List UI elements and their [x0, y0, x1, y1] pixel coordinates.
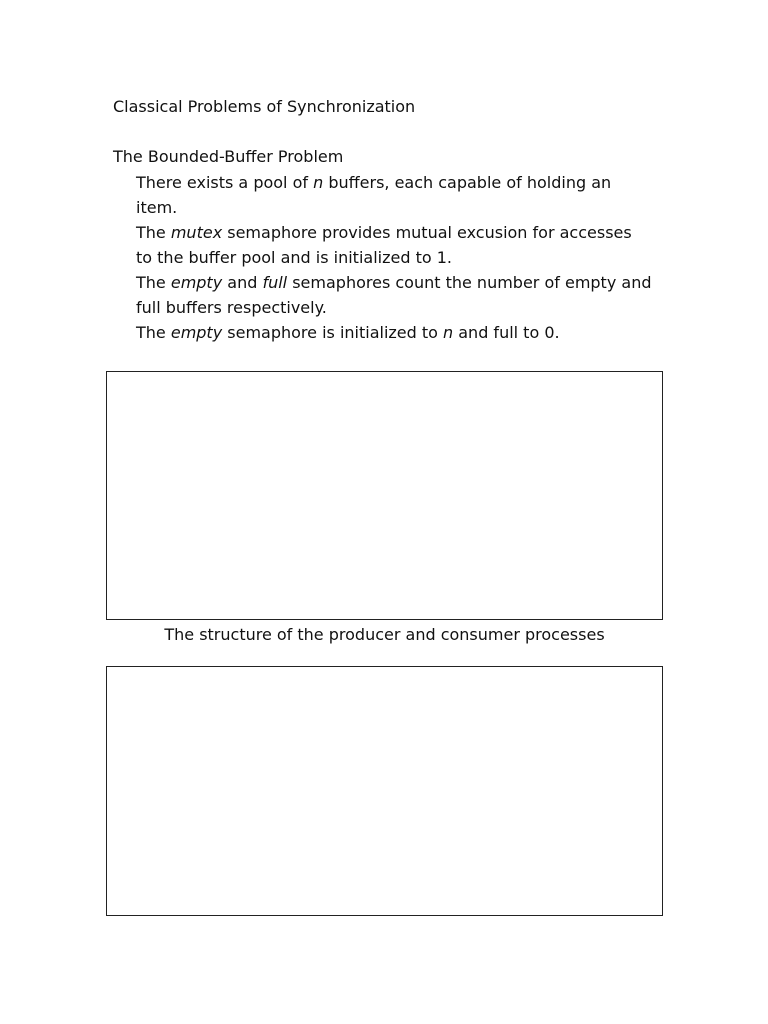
paragraph-1-italic-n: n — [313, 173, 324, 192]
paragraph-4-italic-n: n — [443, 323, 454, 342]
paragraph-3-italic-full: full — [262, 273, 288, 292]
paragraph-3-text-end: semaphores count the number of empty and — [287, 273, 652, 292]
paragraph-4-line-1 — [136, 320, 676, 345]
paragraph-2-line-2: to the buffer pool and is initialized to 1. — [136, 248, 452, 267]
paragraph-3-text-middle: and — [222, 273, 263, 292]
paragraph-4-text-start: The — [136, 323, 171, 342]
paragraph-4-text-middle: semaphore is initialized to — [222, 323, 444, 342]
paragraph-3-line-2: full buffers respectively. — [136, 298, 327, 317]
paragraph-2-line-1 — [136, 220, 676, 245]
paragraph-4-text-end: and full to 0. — [453, 323, 560, 342]
paragraph-3-italic-empty: empty — [170, 273, 223, 292]
paragraph-2-text-end: semaphore provides mutual excusion for accesses — [222, 223, 632, 242]
paragraph-1-line-2: item. — [136, 198, 178, 217]
paragraph-1-text-start: There exists a pool of — [136, 173, 314, 192]
paragraph-2-italic-mutex: mutex — [170, 223, 223, 242]
consumer-process-figure-box — [106, 666, 663, 916]
page-title: Classical Problems of Synchronization — [113, 97, 416, 116]
paragraph-4-italic-empty: empty — [170, 323, 223, 342]
section-title: The Bounded-Buffer Problem — [113, 147, 344, 166]
paragraph-1-line-1 — [136, 170, 676, 195]
paragraph-1-text-end: buffers, each capable of holding an — [323, 173, 612, 192]
paragraph-3-text-start: The — [136, 273, 171, 292]
paragraph-3-line-1 — [136, 270, 676, 295]
producer-process-figure-box — [106, 371, 663, 620]
figure-caption: The structure of the producer and consumer processes — [164, 625, 605, 644]
paragraph-2-text-start: The — [136, 223, 171, 242]
paragraph-block — [136, 170, 676, 345]
